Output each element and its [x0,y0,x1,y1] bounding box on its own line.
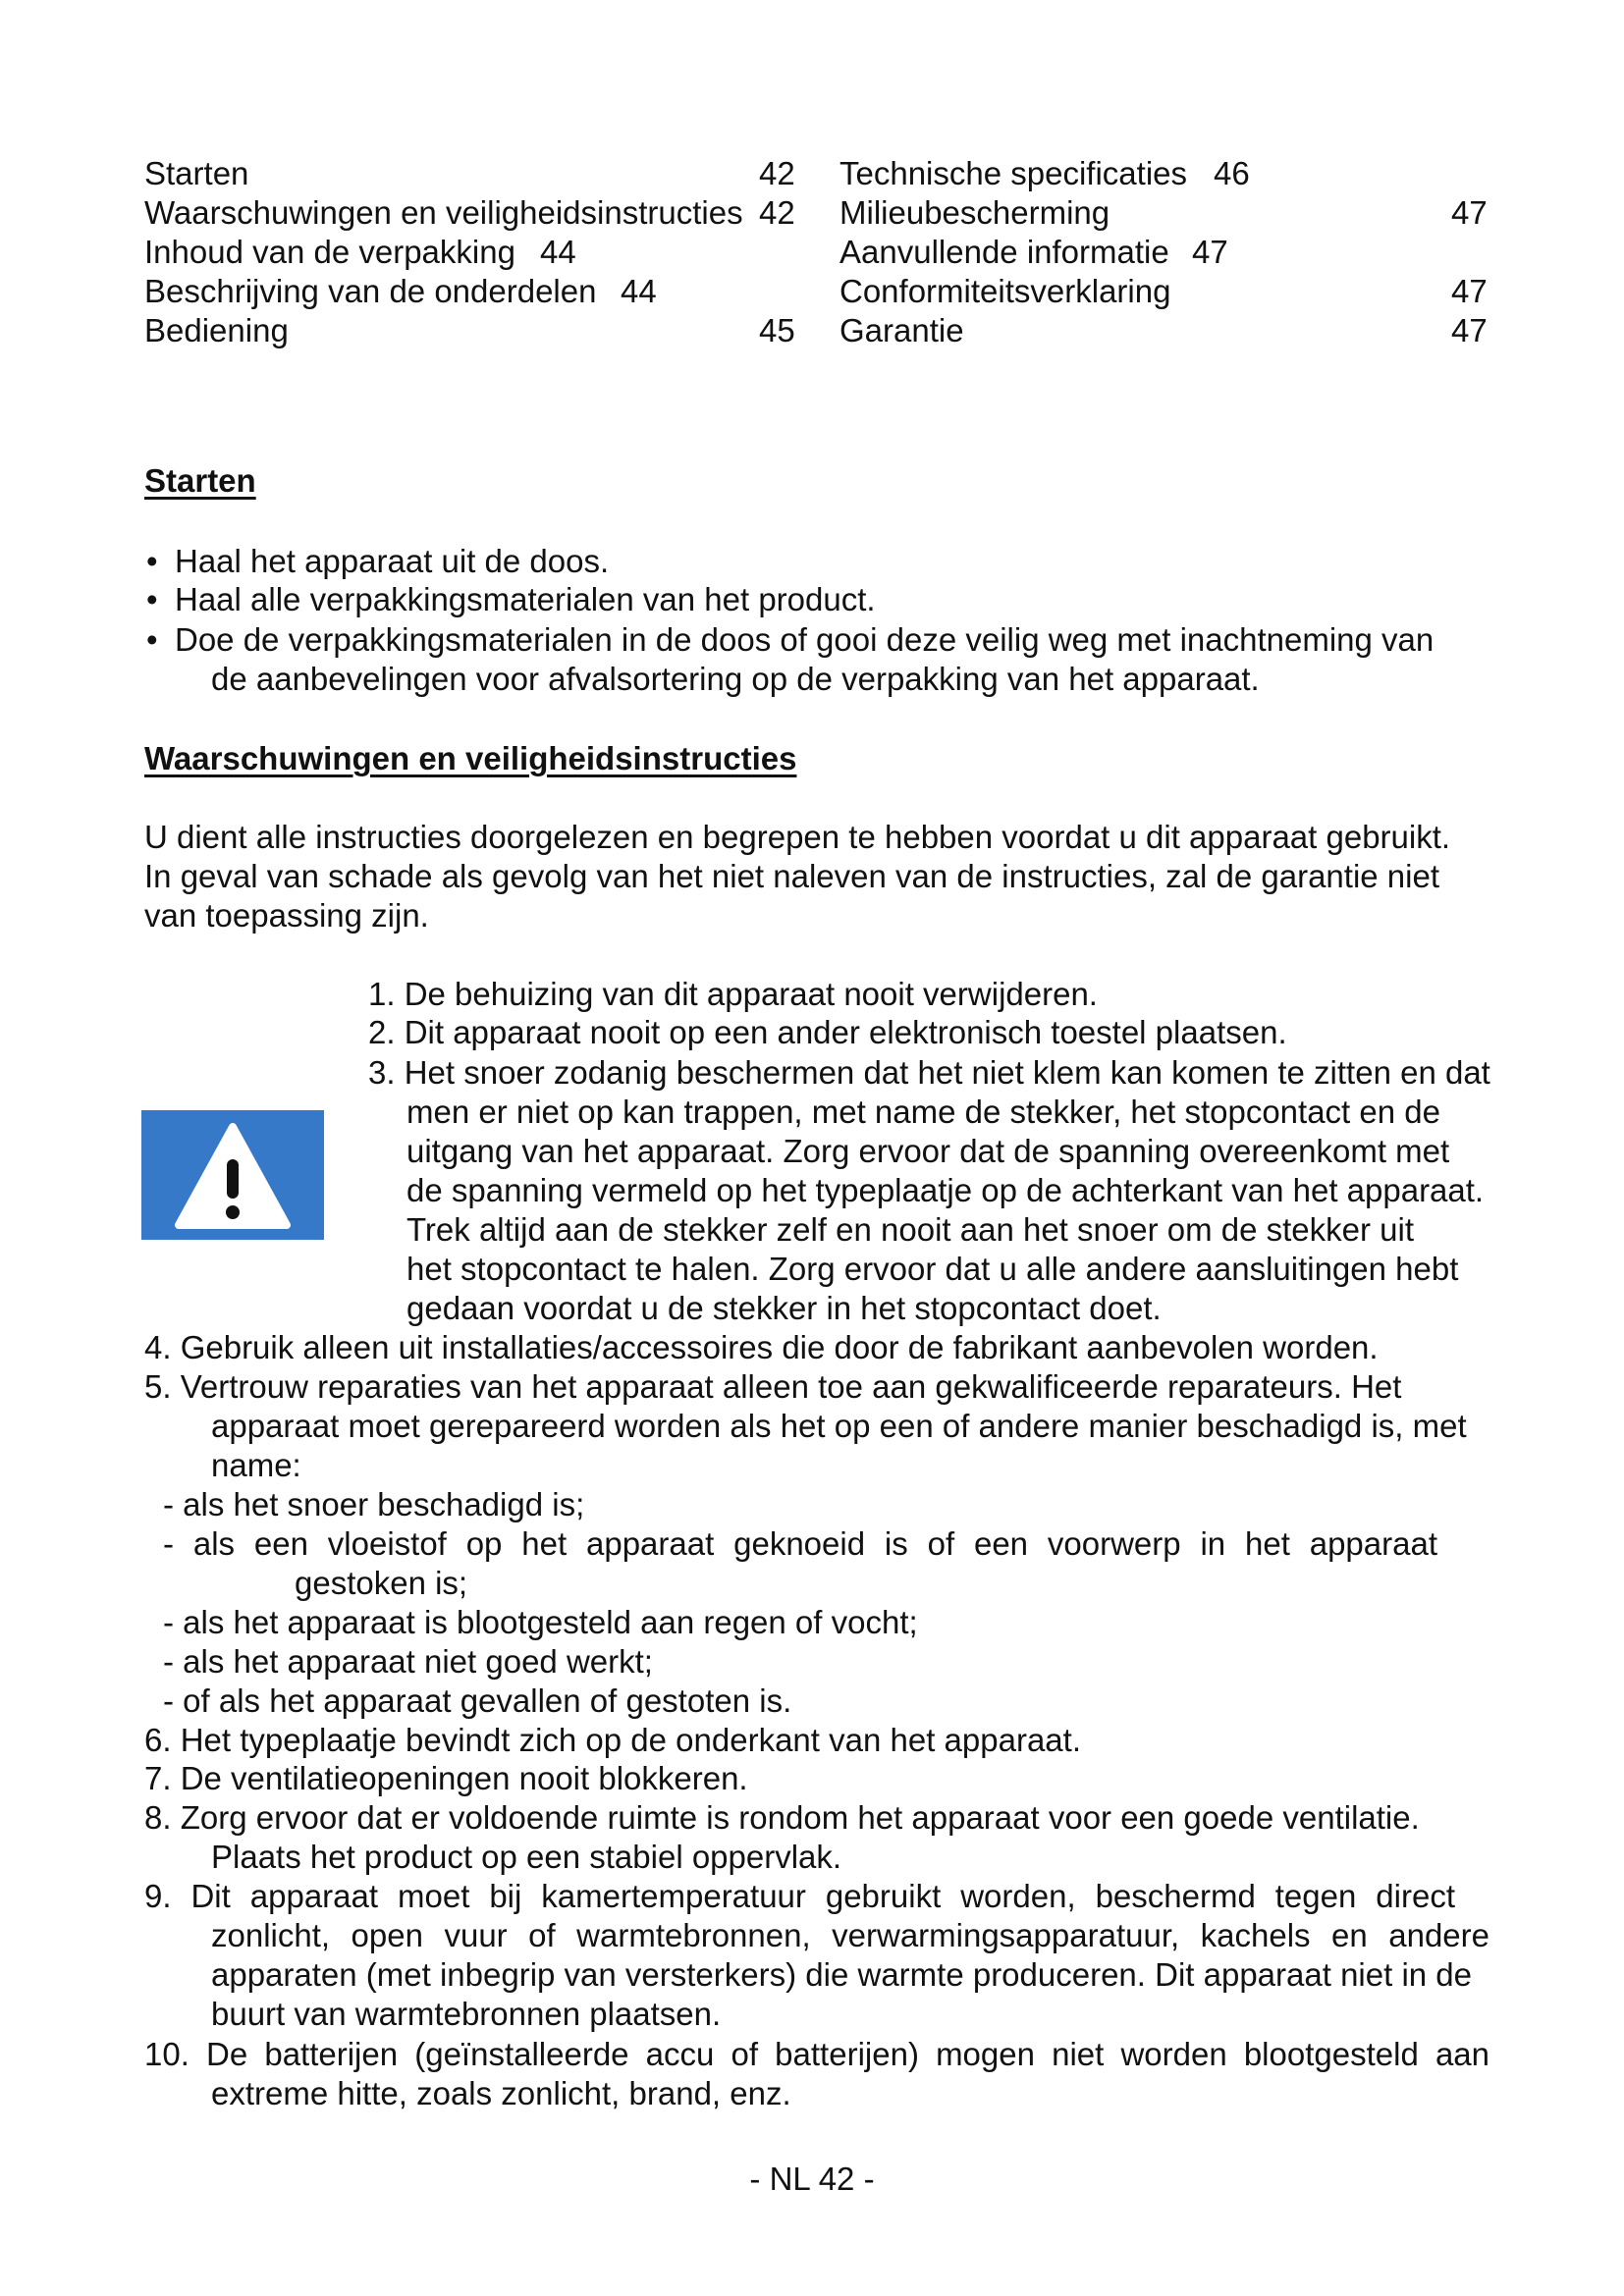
safety-subitem: - als het apparaat niet goed werkt; [163,1643,653,1680]
toc-item-page: 44 [621,273,657,309]
toc-item-label: Waarschuwingen en veiligheidsinstructies [144,194,743,231]
list-item: Doe de verpakkingsmaterialen in de doos of gooi deze veilig weg met inachtneming van [175,621,1435,658]
safety-item-continuation: zonlicht, open vuur of warmtebronnen, verwarmingsapparatuur, kachels en andere [211,1917,1489,1953]
toc-item-page: 44 [540,234,576,270]
toc-item-label: Garantie [839,312,964,348]
toc-item-label: Technische specificaties [839,155,1188,191]
toc-item-label: Conformiteitsverklaring [839,273,1171,309]
toc-item-page: 47 [1451,194,1488,231]
safety-item-continuation: extreme hitte, zoals zonlicht, brand, enz. [211,2075,791,2111]
toc-item-page: 42 [759,194,795,231]
safety-item: 8. Zorg ervoor dat er voldoende ruimte is rondom het apparaat voor een goede ventilatie. [144,1799,1420,1836]
safety-subitem: - als een vloeistof op het apparaat geknoeid is of een voorwerp in het apparaat [163,1525,1437,1562]
intro-paragraph-line: In geval van schade als gevolg van het niet naleven van de instructies, zal de garantie niet [144,858,1440,894]
bullet-icon: • [146,581,158,617]
toc-item-label: Bediening [144,312,289,348]
safety-item-continuation: buurt van warmtebronnen plaatsen. [211,1996,722,2032]
safety-item-continuation: name: [211,1447,301,1483]
toc-item-label: Milieubescherming [839,194,1110,231]
section-heading: Waarschuwingen en veiligheidsinstructies [144,740,797,776]
safety-subitem: - als het snoer beschadigd is; [163,1486,585,1522]
safety-item-continuation: men er niet op kan trappen, met name de stekker, het stopcontact en de [406,1094,1440,1130]
toc-item-page: 46 [1214,155,1250,191]
list-item-continuation: de aanbevelingen voor afvalsortering op de verpakking van het apparaat. [211,661,1260,697]
safety-item-continuation: apparaten (met inbegrip van versterkers) die warmte produceren. Dit apparaat niet in de [211,1956,1473,1993]
safety-subitem: - als het apparaat is blootgesteld aan regen of vocht; [163,1604,918,1640]
safety-item: 4. Gebruik alleen uit installaties/accessoires die door de fabrikant aanbevolen worden. [144,1329,1379,1365]
list-item: Haal alle verpakkingsmaterialen van het product. [175,581,876,617]
safety-item: 2. Dit apparaat nooit op een ander elektronisch toestel plaatsen. [368,1014,1287,1050]
bullet-icon: • [146,543,158,579]
toc-item-label: Starten [144,155,249,191]
safety-item-continuation: gedaan voordat u de stekker in het stopcontact doet. [406,1290,1162,1326]
safety-item-continuation: uitgang van het apparaat. Zorg ervoor dat de spanning overeenkomt met [406,1133,1450,1169]
list-item: Haal het apparaat uit de doos. [175,543,610,579]
safety-subitem: - of als het apparaat gevallen of gestoten is. [163,1682,792,1719]
toc-item-page: 47 [1451,312,1488,348]
safety-item-continuation: de spanning vermeld op het typeplaatje op de achterkant van het apparaat. [406,1172,1485,1208]
warning-triangle-icon [141,1110,324,1240]
toc-item-label: Aanvullende informatie [839,234,1169,270]
toc-item-page: 42 [759,155,795,191]
safety-item: 7. De ventilatieopeningen nooit blokkeren. [144,1760,748,1796]
toc-item-label: Inhoud van de verpakking [144,234,515,270]
safety-item-continuation: apparaat moet gerepareerd worden als het op een of andere manier beschadigd is, met [211,1408,1467,1444]
safety-item: 5. Vertrouw reparaties van het apparaat alleen toe aan gekwalificeerde reparateurs. Het [144,1368,1402,1405]
safety-item-continuation: het stopcontact te halen. Zorg ervoor dat u alle andere aansluitingen hebt [406,1251,1459,1287]
safety-item: 10. De batterijen (geïnstalleerde accu of batterijen) mogen niet worden blootgesteld aan [144,2036,1489,2072]
intro-paragraph-line: van toepassing zijn. [144,897,429,934]
bullet-icon: • [146,621,158,658]
toc-item-page: 47 [1451,273,1488,309]
safety-item-continuation: Plaats het product op een stabiel oppervlak. [211,1839,842,1875]
section-heading: Starten [144,462,256,499]
toc-item-page: 47 [1192,234,1228,270]
safety-item: 1. De behuizing van dit apparaat nooit verwijderen. [368,976,1098,1012]
safety-item: 6. Het typeplaatje bevindt zich op de onderkant van het apparaat. [144,1722,1081,1758]
toc-item-label: Beschrijving van de onderdelen [144,273,597,309]
safety-item-continuation: Trek altijd aan de stekker zelf en nooit aan het snoer om de stekker uit [406,1211,1414,1248]
safety-subitem-continuation: gestoken is; [295,1565,468,1601]
intro-paragraph-line: U dient alle instructies doorgelezen en begrepen te hebben voordat u dit apparaat gebruikt. [144,819,1451,855]
safety-item: 3. Het snoer zodanig beschermen dat het niet klem kan komen te zitten en dat [368,1054,1490,1091]
page-number: - NL 42 - [749,2161,875,2197]
toc-item-page: 45 [759,312,795,348]
safety-item: 9. Dit apparaat moet bij kamertemperatuur gebruikt worden, beschermd tegen direct [144,1878,1455,1914]
